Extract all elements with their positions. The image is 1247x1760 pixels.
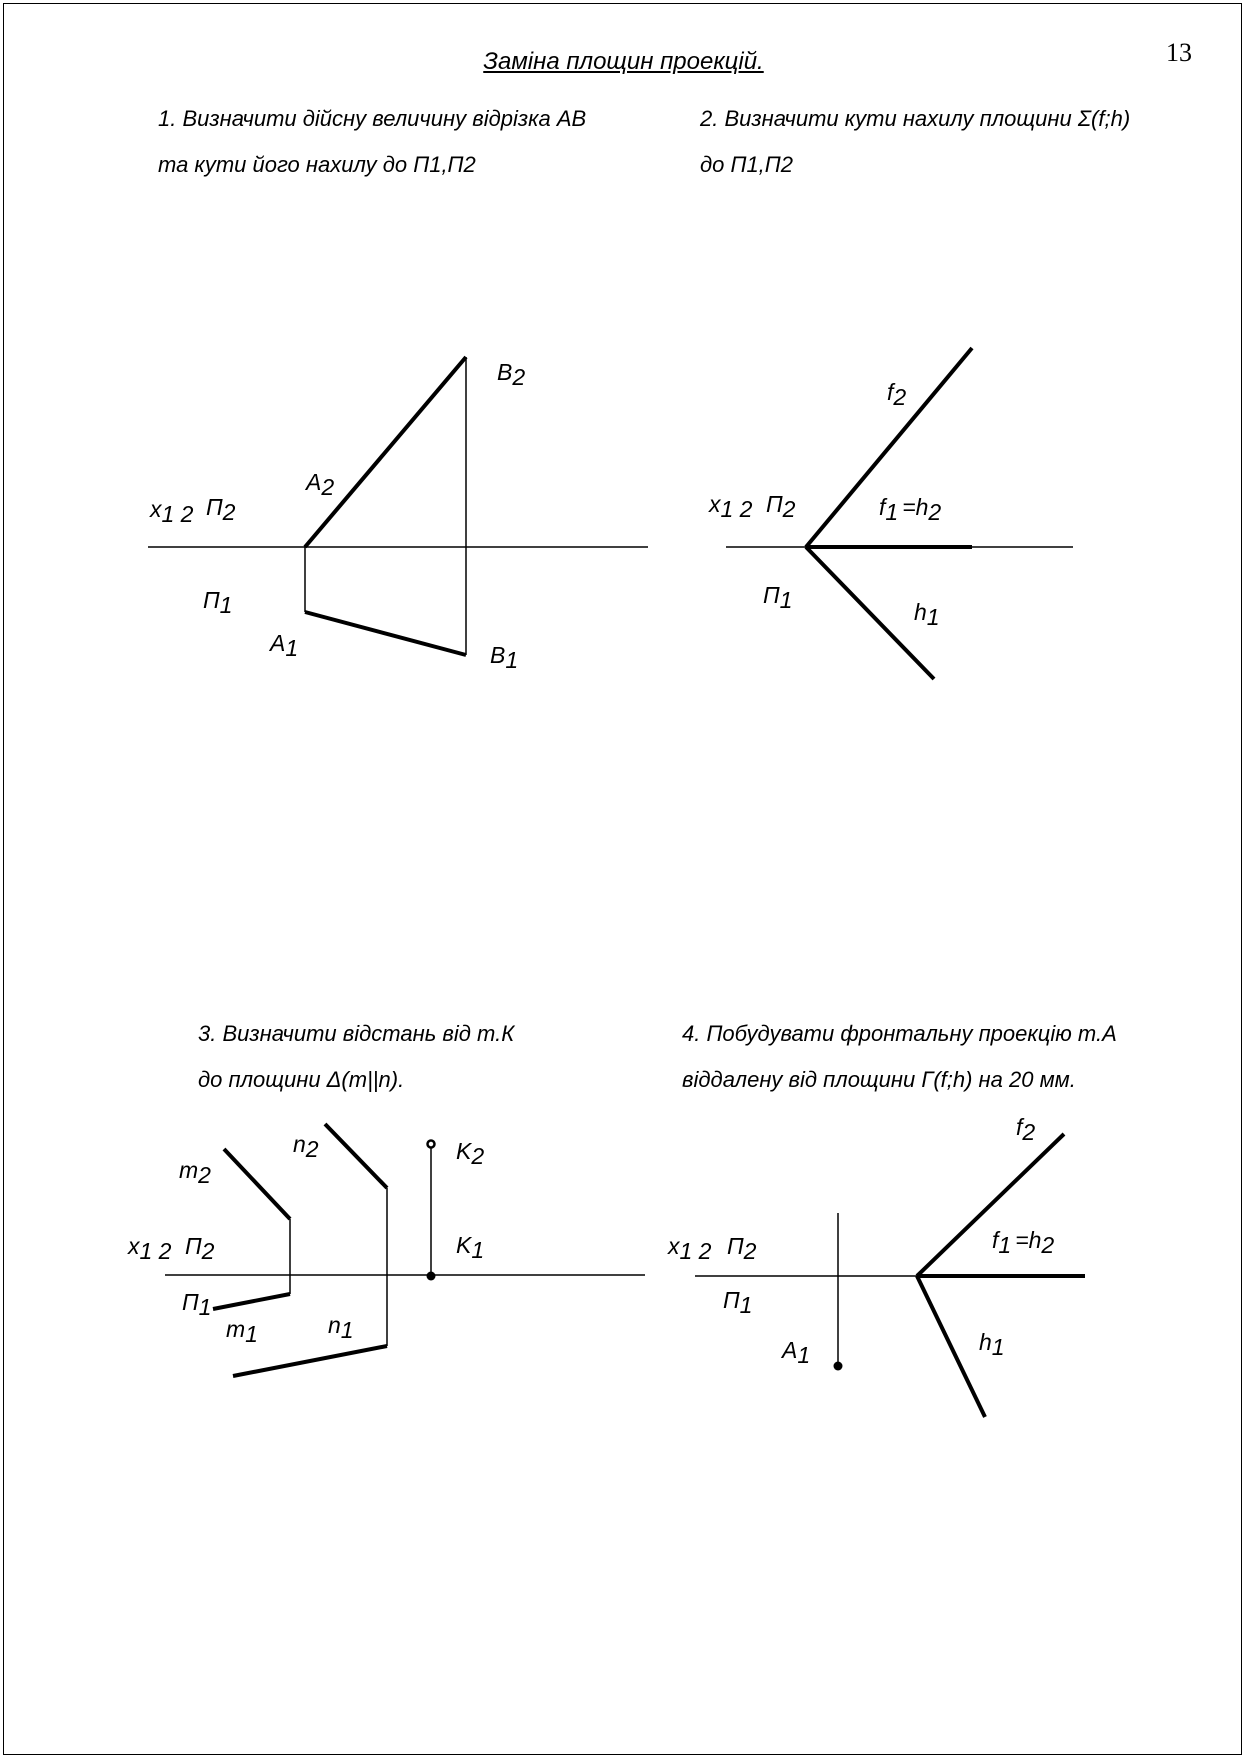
fig3-pi1-label: П1 [182, 1289, 212, 1320]
figure-4 [667, 1114, 1085, 1417]
figure-2 [708, 348, 1073, 679]
task-1-line-1: 1. Визначити дійсну величину відрізка AB [158, 106, 587, 131]
fig3-m1-label: m1 [226, 1316, 258, 1347]
task-4-line-2: віддалену від площини Г(f;h) на 20 мм. [682, 1067, 1076, 1092]
fig3-line-m2 [224, 1149, 290, 1219]
fig1-pi2-label: П2 [206, 494, 236, 525]
figure-1 [148, 357, 648, 673]
fig4-f2-label: f2 [1016, 1114, 1036, 1145]
fig3-axis-label: x1 2 [128, 1233, 172, 1264]
fig1-axis-label: x1 2 [150, 496, 194, 527]
fig4-pi1-label: П1 [723, 1287, 753, 1318]
page-title: Заміна площин проекцій. [483, 48, 764, 75]
fig2-f1h2-label: f1 =h2 [879, 494, 942, 525]
fig4-pi2-label: П2 [727, 1233, 757, 1264]
fig4-a1-label: A1 [782, 1337, 811, 1368]
fig3-point-k1 [427, 1272, 436, 1281]
fig1-pi1-label: П1 [203, 587, 233, 618]
fig3-line-m1 [213, 1294, 290, 1309]
fig1-b1-label: B1 [490, 642, 519, 673]
fig1-segment-a2b2 [305, 357, 466, 547]
fig1-segment-a1b1 [305, 612, 466, 655]
fig3-line-n1 [233, 1346, 387, 1376]
fig1-a1-label: A1 [270, 630, 299, 661]
fig1-a2-label: A2 [306, 469, 335, 500]
fig3-m2-label: m2 [179, 1157, 211, 1188]
fig4-f1h2-label: f1 =h2 [992, 1227, 1055, 1258]
fig2-f2-label: f2 [887, 379, 907, 410]
fig3-k2-label: K2 [456, 1138, 485, 1169]
task-2-line-2: до П1,П2 [700, 152, 793, 177]
fig3-point-k2 [428, 1141, 435, 1148]
fig3-k1-label: K1 [456, 1232, 485, 1263]
fig4-point-a1 [834, 1362, 843, 1371]
task-3-line-2: до площини Δ(m||n). [198, 1067, 405, 1092]
fig3-n1-label: n1 [328, 1312, 354, 1343]
task-1-line-2: та кути його нахилу до П1,П2 [158, 152, 476, 177]
figure-3 [127, 1124, 645, 1376]
fig3-pi2-label: П2 [185, 1233, 215, 1264]
fig3-n2-label: n2 [293, 1131, 319, 1162]
task-3-line-1: 3. Визначити відстань від т.К [198, 1021, 515, 1046]
fig2-axis-label: x1 2 [709, 491, 753, 522]
fig4-h1-label: h1 [979, 1329, 1005, 1360]
fig2-pi2-label: П2 [766, 491, 796, 522]
task-4-line-1: 4. Побудувати фронтальну проекцію т.А [682, 1021, 1117, 1046]
fig4-line-h1 [917, 1276, 985, 1417]
task-2-line-1: 2. Визначити кути нахилу площини Σ(f;h) [700, 106, 1131, 131]
fig4-axis-label: x1 2 [668, 1233, 712, 1264]
fig2-pi1-label: П1 [763, 582, 793, 613]
fig3-line-n2 [325, 1124, 387, 1188]
fig1-b2-label: B2 [497, 359, 526, 390]
fig2-h1-label: h1 [914, 599, 940, 630]
page-number: 13 [1166, 38, 1192, 67]
